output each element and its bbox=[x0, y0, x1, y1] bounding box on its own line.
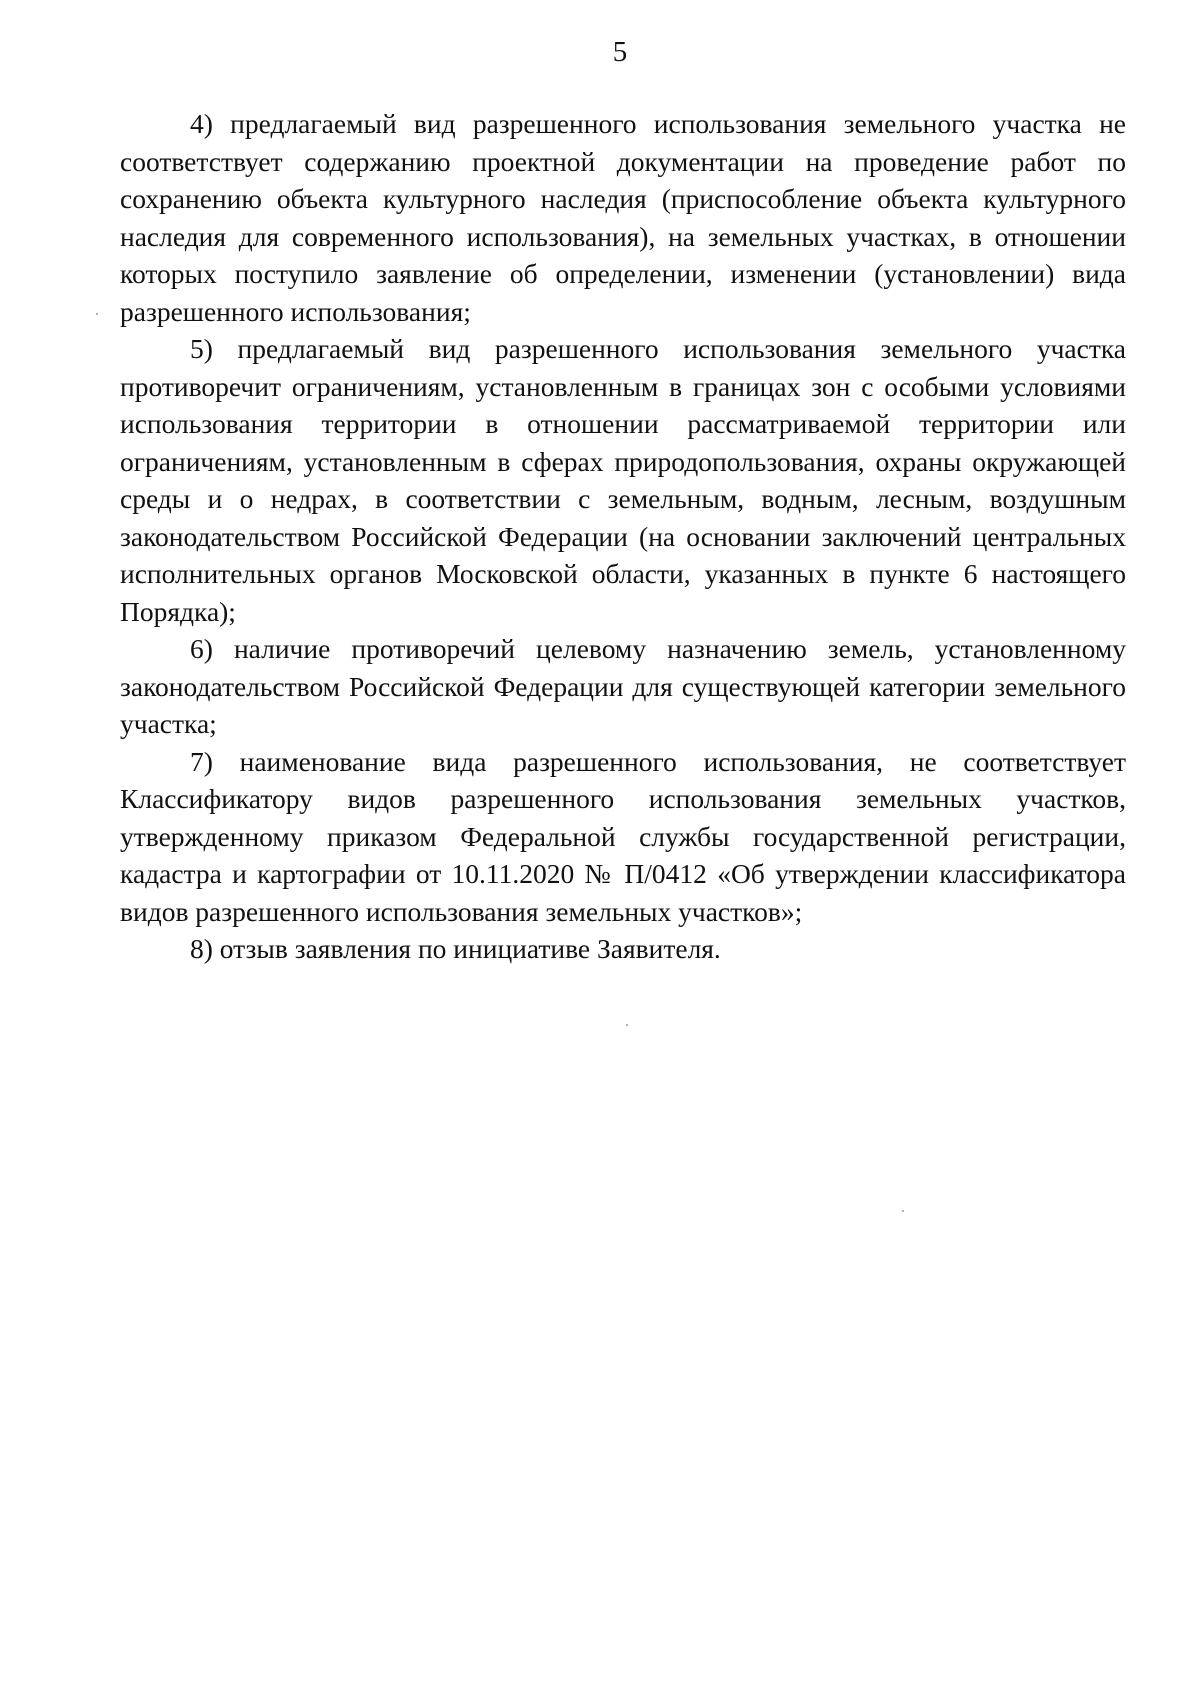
scan-speck bbox=[902, 1210, 904, 1212]
page-number: 5 bbox=[612, 36, 628, 68]
paragraph-item-8: 8) отзыв заявления по инициативе Заявителя. bbox=[190, 933, 721, 964]
scan-speck bbox=[96, 313, 98, 315]
paragraph-item-6: 6) наличие противоречий целевому назначению земель, установленному законодательством Российской Федерации для существующей категории земельного участка; bbox=[120, 633, 1126, 739]
paragraph-item-5: 5) предлагаемый вид разрешенного использования земельного участка противоречит ограничениям, установленным в границах зон с особыми условиями использования территории в отношении рассматриваемой территории или ограничениям, установленным в сферах природопользования, охраны окружающей среды и о недрах, в соответствии с земельным, водным, лесным, воздушным законодательством Российской Федерации (на основании заключений центральных исполнительных органов Московской области, указанных в пункте 6 настоящего Порядка); bbox=[120, 333, 1126, 627]
paragraph-item-4: 4) предлагаемый вид разрешенного использования земельного участка не соответствует содержанию проектной документации на проведение работ по сохранению объекта культурного наследия (приспособление объекта культурного наследия для современного использования), на земельных участках, в отношении которых поступило заявление об определении, изменении (установлении) вида разрешенного использования; bbox=[120, 108, 1126, 327]
scan-speck bbox=[626, 1024, 628, 1026]
paragraph-item-7: 7) наименование вида разрешенного использования, не соответствует Классификатору видов разрешенного использования земельных участков, утвержденному приказом Федеральной службы государственной регистрации, кадастра и картографии от 10.11.2020 № П/0412 «Об утверждении классификатора видов разрешенного использования земельных участков»; bbox=[120, 745, 1126, 927]
document-body bbox=[120, 105, 1126, 968]
